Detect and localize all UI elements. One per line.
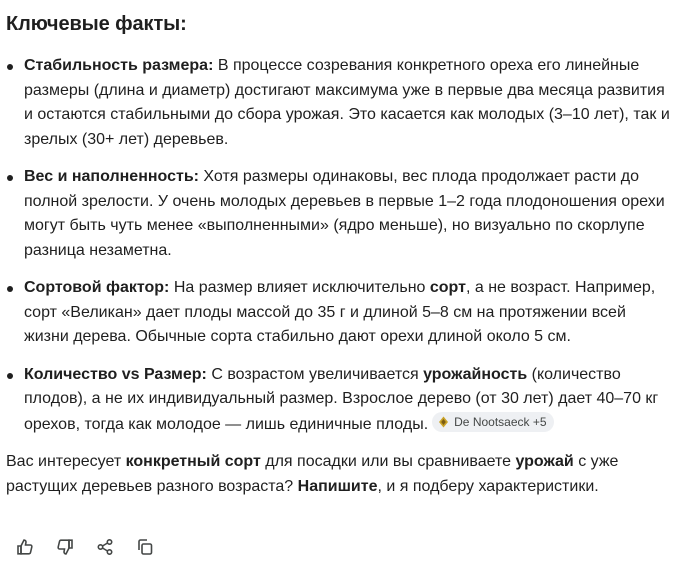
share-icon[interactable] (96, 538, 114, 556)
list-item (6, 276, 674, 350)
list-item (6, 363, 674, 438)
outro-text: Вас интересует (6, 453, 126, 470)
fact-text: С возрастом увеличивается (206, 365, 424, 383)
thumb-down-icon[interactable] (56, 538, 74, 556)
fact-text: В процессе созревания конкретного ореха его линейные размеры (длина и диаметр) достигают максимума уже в первые два месяца развития и остаются стабильными до сбора урожая. Это касается как молодых (3–10 лет), так и зрелых (30+ лет) деревьев. (24, 57, 670, 148)
source-chip-label: De Nootsaeck +5 (454, 414, 547, 429)
facts-list (6, 54, 686, 437)
source-favicon-icon (438, 416, 449, 428)
fact-emphasis: сорт (429, 279, 466, 296)
outro-text: для посадки или вы сравниваете (260, 453, 516, 470)
outro-text: с уже растущих деревьев разного возраста? (6, 453, 619, 495)
fact-title: Стабильность размера: (24, 57, 214, 74)
section-heading: Ключевые факты: (6, 13, 187, 35)
fact-text: На размер влияет исключительно (169, 279, 430, 296)
fact-emphasis: урожайность (423, 365, 528, 383)
fact-title: Сортовой фактор: (24, 279, 170, 296)
fact-text: (количество плодов), а не их индивидуальный размер. Взрослое дерево (от 30 лет) дает 40–70 кг орехов, тогда как молодое — лишь единичные плоды. (24, 365, 659, 433)
source-chip[interactable] (432, 412, 553, 432)
list-item (6, 54, 674, 152)
outro-text: , и я подберу характеристики. (377, 477, 599, 495)
outro-emphasis: конкретный сорт (125, 453, 261, 470)
outro-emphasis: Напишите (297, 477, 378, 495)
outro-emphasis: урожай (515, 453, 574, 470)
follow-up-question (6, 450, 666, 499)
thumb-up-icon[interactable] (16, 538, 34, 556)
fact-title: Вес и наполненность: (24, 168, 199, 185)
response-toolbar (16, 538, 154, 556)
fact-text: Хотя размеры одинаковы, вес плода продолжает расти до полной зрелости. У очень молодых деревьев в первые 1–2 года плодоношения орехи могут быть чуть менее «выполненными» (ядро меньше), но визуально по скорлупе разница незаметна. (24, 168, 665, 259)
list-item (6, 165, 674, 263)
fact-title: Количество vs Размер: (24, 365, 207, 383)
fact-text: , а не возраст. Например, сорт «Великан» дает плоды массой до 35 г и длиной 5–8 см на протяжении всей жизни дерева. Обычные сорта стабильно дают орехи длиной около 5 см. (24, 279, 656, 345)
copy-icon[interactable] (136, 538, 154, 556)
response-content (6, 0, 686, 499)
